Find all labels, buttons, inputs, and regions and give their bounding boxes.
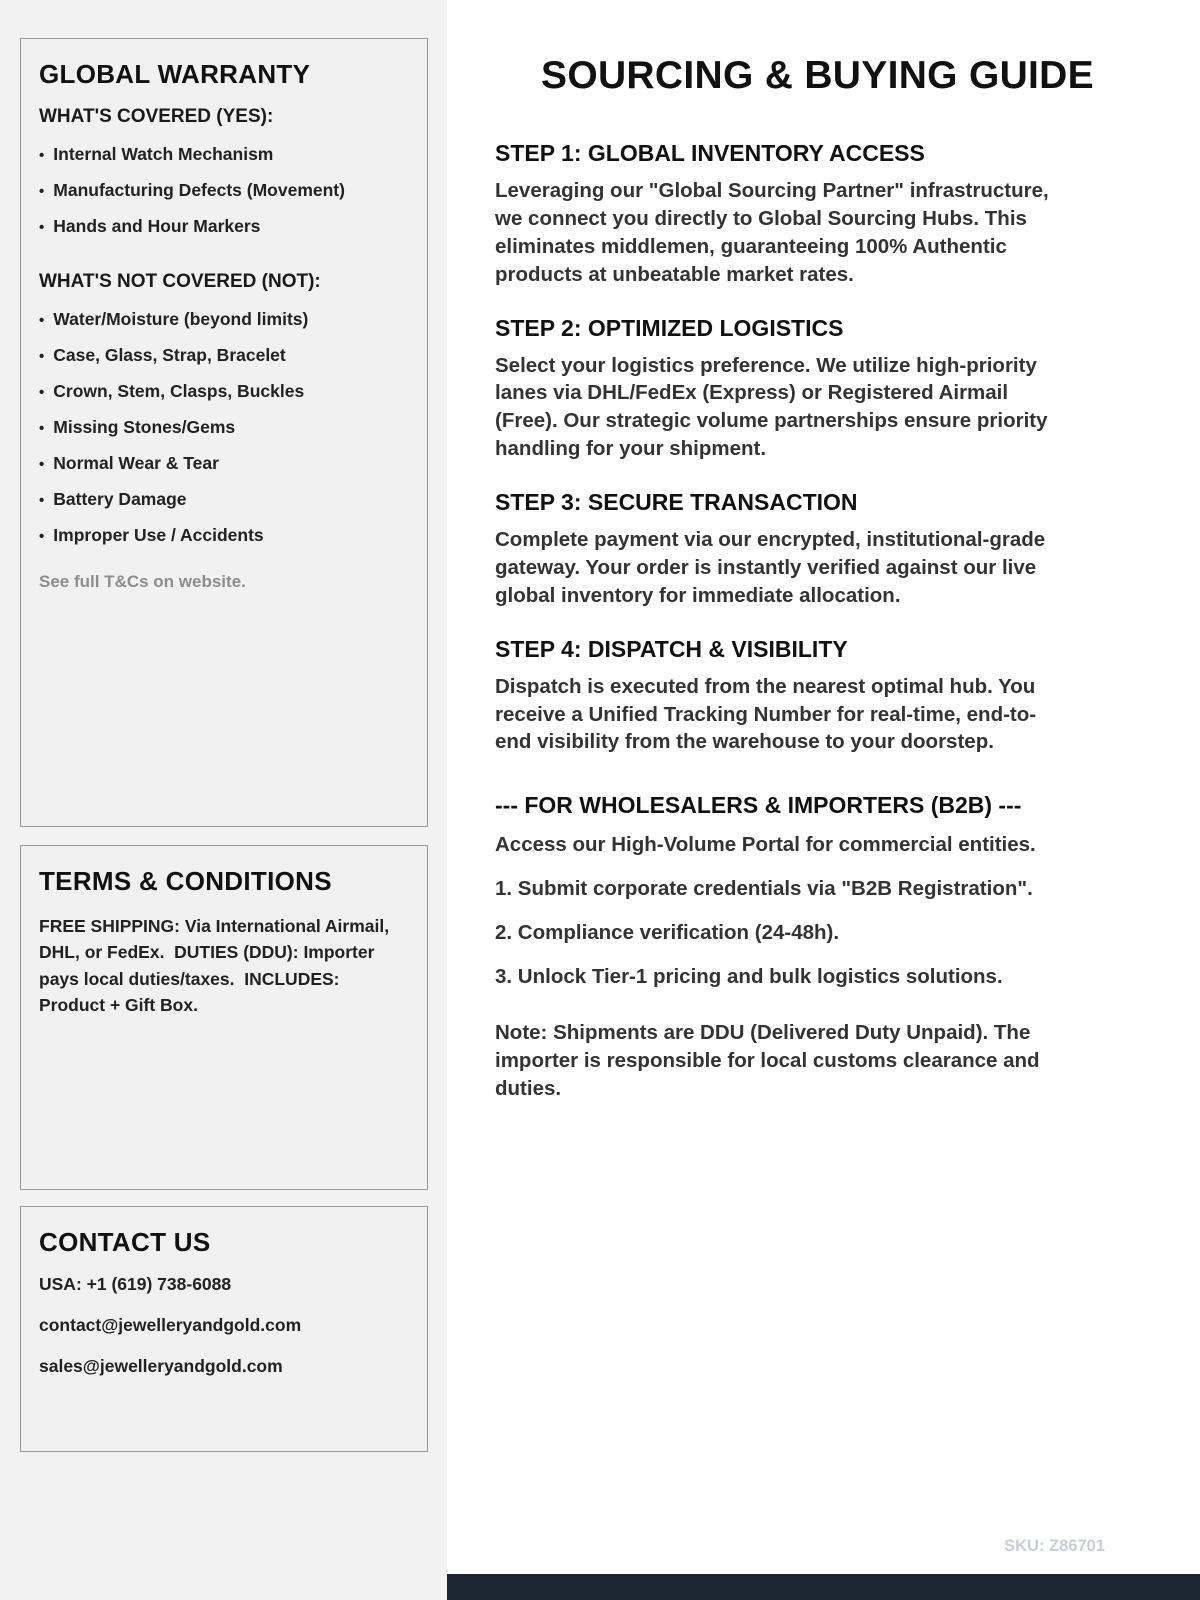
terms-box [20,845,428,1190]
not-covered-list [39,309,409,546]
step-section [495,636,1140,757]
step-heading: STEP 2: OPTIMIZED LOGISTICS [495,314,844,341]
sidebar [0,0,447,1600]
contact-line: USA: +1 (619) 738-6088 [39,1274,232,1294]
b2b-note: Note: Shipments are DDU (Delivered Duty Unpaid). The importer is responsible for local customs clearance and duties. [495,1020,1040,1100]
terms-body: FREE SHIPPING: Via International Airmail, DHL, or FedEx. DUTIES (DDU): Importer pays local duties/taxes. INCLUDES: Product + Gift Box. [39,916,394,1015]
step-body: Complete payment via our encrypted, institutional-grade gateway. Your order is instantly verified against our live global inventory for immediate allocation. [495,528,1046,607]
contact-lines [39,1274,409,1377]
terms-title: TERMS & CONDITIONS [39,866,332,896]
contact-box [20,1206,428,1452]
covered-list [39,144,409,237]
not-covered-title: WHAT'S NOT COVERED (NOT): [39,271,321,292]
contact-title: CONTACT US [39,1227,211,1257]
step-body: Select your logistics preference. We utilize high-priority lanes via DHL/FedEx (Express) or Registered Airmail (Free). Our strategic volume partnerships ensure priority handling for your shipment. [495,353,1048,461]
footer-bar [447,1574,1200,1600]
b2b-item: 2. Compliance verification (24-48h). [495,921,840,944]
b2b-item: 3. Unlock Tier-1 pricing and bulk logistics solutions. [495,964,1003,988]
b2b-items [495,875,1140,991]
not-covered-item: • Battery Damage [39,489,409,510]
step-heading: STEP 4: DISPATCH & VISIBILITY [495,635,848,662]
step-body: Leveraging our "Global Sourcing Partner" infrastructure, we connect you directly to Global Sourcing Hubs. This eliminates middlemen, guaranteeing 100% Authentic products at unbeatable market rates. [495,179,1049,286]
b2b-intro: Access our High-Volume Portal for commercial entities. [495,833,1036,857]
b2b-item: 1. Submit corporate credentials via "B2B Registration". [495,877,1033,901]
b2b-section [495,792,1140,1102]
main-content [447,0,1200,1600]
warranty-title: GLOBAL WARRANTY [39,59,311,89]
contact-line: contact@jewelleryandgold.com [39,1315,302,1335]
covered-item: • Hands and Hour Markers [39,216,409,237]
covered-item: • Manufacturing Defects (Movement) [39,180,409,201]
not-covered-item: • Normal Wear & Tear [39,453,409,474]
step-section [495,140,1140,289]
covered-item: • Internal Watch Mechanism [39,144,409,165]
sku-label: SKU: Z86701 [1004,1537,1105,1555]
step-section [495,489,1140,610]
step-heading: STEP 1: GLOBAL INVENTORY ACCESS [495,140,925,166]
not-covered-item: • Water/Moisture (beyond limits) [39,309,409,330]
not-covered-item: • Crown, Stem, Clasps, Buckles [39,381,409,402]
b2b-heading: --- FOR WHOLESALERS & IMPORTERS (B2B) --- [495,792,1022,819]
not-covered-item: • Case, Glass, Strap, Bracelet [39,345,409,366]
not-covered-item: • Missing Stones/Gems [39,417,409,438]
page-title: SOURCING & BUYING GUIDE [541,54,1094,97]
warranty-footnote: See full T&Cs on website. [39,572,246,591]
step-heading: STEP 3: SECURE TRANSACTION [495,489,858,515]
contact-line: sales@jewelleryandgold.com [39,1356,283,1376]
step-body: Dispatch is executed from the nearest optimal hub. You receive a Unified Tracking Number for real-time, end-to-end visibility from the warehouse to your doorstep. [495,674,1037,754]
covered-title: WHAT'S COVERED (YES): [39,106,274,127]
step-section [495,315,1140,464]
not-covered-item: • Improper Use / Accidents [39,525,409,546]
steps [495,140,1140,756]
warranty-box [20,38,428,827]
